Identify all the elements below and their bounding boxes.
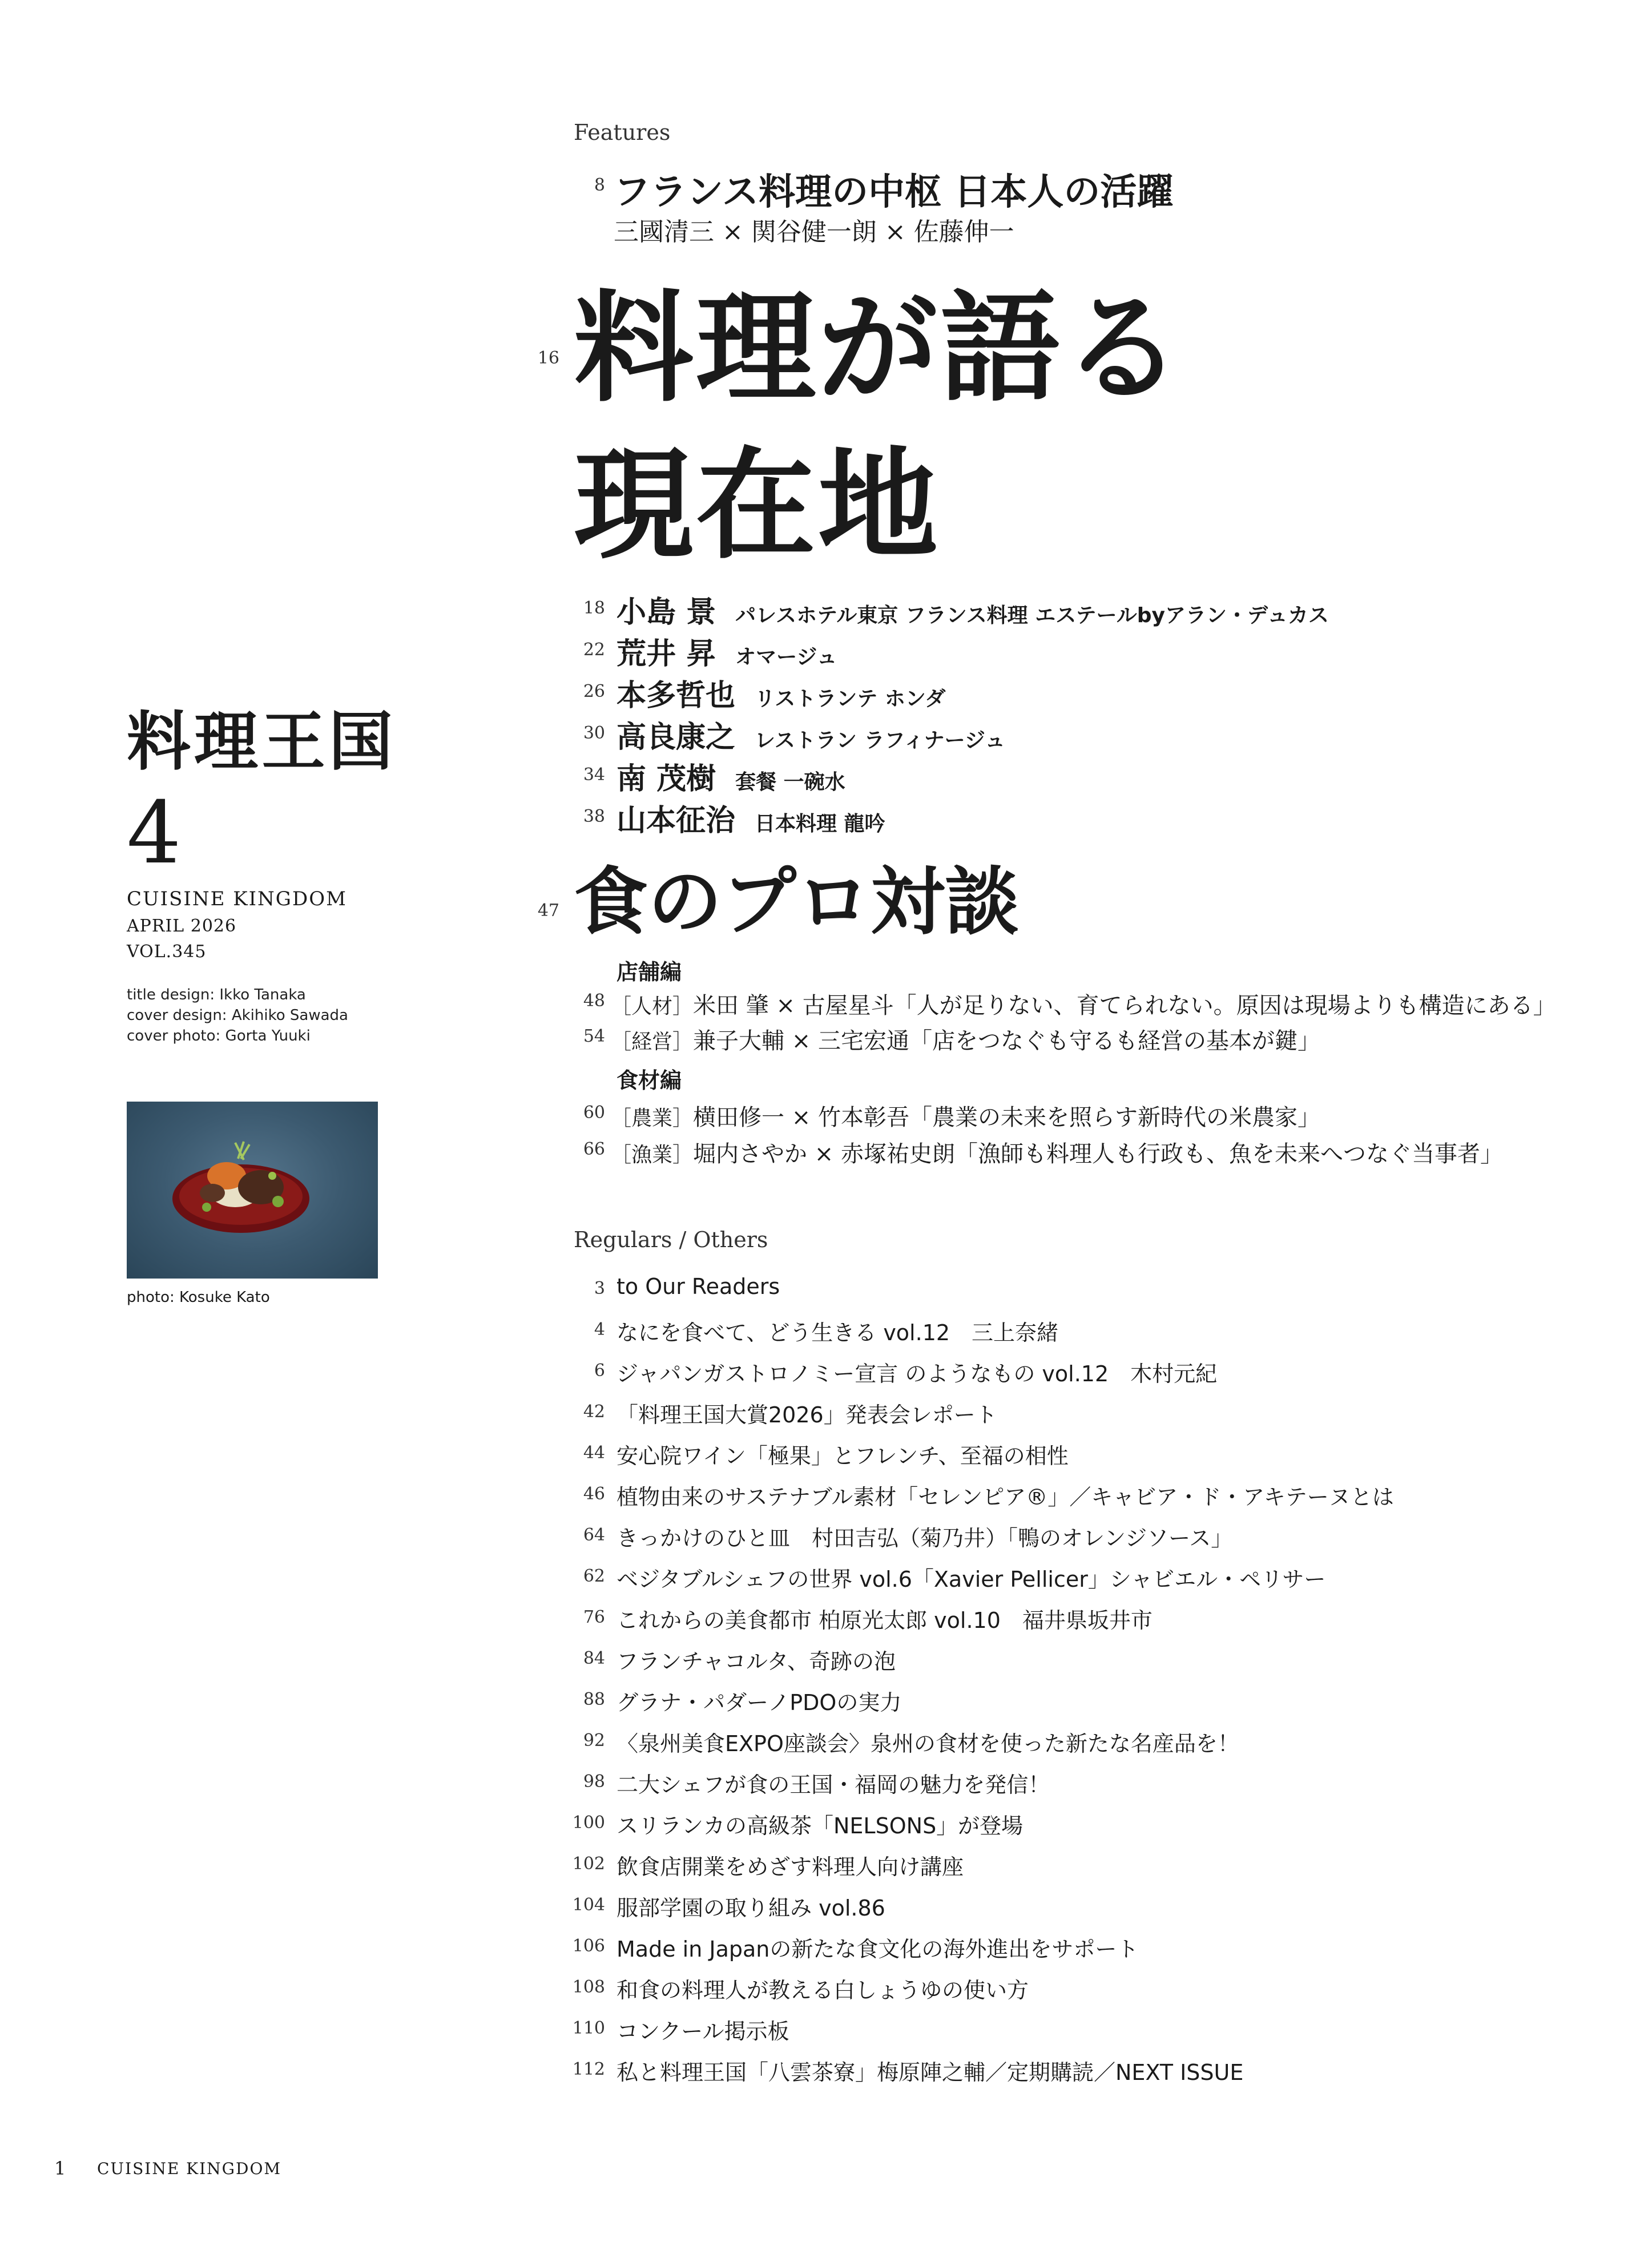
chef-name: 高良康之 <box>617 720 736 755</box>
taidan-tag: ［農業］ <box>611 1107 694 1130</box>
volume-number: VOL.345 <box>127 942 207 962</box>
regular-item: グラナ・パダーノPDOの実力 <box>617 1690 902 1715</box>
regular-item: コンクール掲示板 <box>617 2019 789 2044</box>
regular-item: ベジタブルシェフの世界 vol.6「Xavier Pellicer」シャビエル・ペリサー <box>617 1567 1326 1592</box>
regular-item: 安心院ワイン「極果」とフレンチ、至福の相性 <box>617 1443 1069 1469</box>
taidan-item <box>611 1023 1320 1055</box>
issue-date: APRIL 2026 <box>127 916 237 936</box>
taidan-group-heading: 店舗編 <box>617 959 682 985</box>
features-label: Features <box>574 120 671 145</box>
regular-item: to Our Readers <box>617 1274 780 1299</box>
taidan-page: 48 <box>583 991 605 1011</box>
taidan-text: 横田修一 × 竹本彰吾「農業の未来を照らす新時代の米農家」 <box>693 1104 1320 1131</box>
regular-page: 84 <box>583 1648 605 1668</box>
regular-item: きっかけのひと皿 村田吉弘（菊乃井）「鴨のオレンジソース」 <box>617 1526 1233 1551</box>
chef-entry <box>617 630 837 672</box>
regular-item: 和食の料理人が教える白しょうゆの使い方 <box>617 1978 1029 2003</box>
regular-page: 6 <box>594 1361 605 1381</box>
footer-page-number: 1 <box>54 2158 66 2179</box>
chef-entry <box>617 671 945 714</box>
regular-item: Made in Japanの新たな食文化の海外進出をサポート <box>617 1937 1139 1962</box>
regular-item: なにを食べて、どう生きる vol.12 三上奈緒 <box>617 1320 1059 1345</box>
english-title: CUISINE KINGDOM <box>127 888 347 910</box>
chef-restaurant: リストランテ ホンダ <box>755 687 946 711</box>
regular-item: スリランカの高級茶「NELSONS」が登場 <box>617 1813 1024 1838</box>
chef-restaurant: オマージュ <box>735 646 837 669</box>
regular-item: 「料理王国大賞2026」発表会レポート <box>617 1402 997 1428</box>
regular-page: 44 <box>583 1443 605 1463</box>
regular-item: 〈泉州美食EXPO座談会〉泉州の食材を使った新たな名産品を！ <box>617 1731 1239 1756</box>
credit-cover-design: cover design: Akihiko Sawada <box>127 1007 348 1024</box>
regular-page: 76 <box>583 1607 605 1627</box>
feature2-title-line1: 料理が語る <box>574 277 1185 418</box>
regular-page: 4 <box>594 1320 605 1340</box>
chef-entry <box>617 755 845 797</box>
regular-item: 私と料理王国「八雲茶寮」梅原陣之輔／定期購読／NEXT ISSUE <box>617 2060 1244 2085</box>
chef-restaurant: パレスホテル東京 フランス料理 エステールbyアラン・デュカス <box>735 604 1329 627</box>
regular-page: 112 <box>572 2059 605 2079</box>
regular-item: 飲食店開業をめざす料理人向け講座 <box>617 1854 964 1880</box>
taidan-group-heading: 食材編 <box>617 1067 682 1093</box>
taidan-page: 66 <box>583 1139 605 1159</box>
taidan-item <box>611 1099 1320 1132</box>
chef-page: 34 <box>583 765 605 785</box>
chef-page: 18 <box>583 598 605 618</box>
feature3-page: 47 <box>537 901 559 921</box>
regular-page: 42 <box>583 1402 605 1422</box>
taidan-text: 兼子大輔 × 三宅宏通「店をつなぐも守るも経営の基本が鍵」 <box>693 1028 1320 1054</box>
regular-item: これからの美食都市 柏原光太郎 vol.10 福井県坂井市 <box>617 1608 1153 1633</box>
feature1-page: 8 <box>594 175 605 195</box>
regular-item: 服部学園の取り組み vol.86 <box>617 1896 885 1921</box>
taidan-item <box>611 1136 1503 1168</box>
cover-food-photo <box>127 1102 378 1279</box>
feature1-subtitle: 三國清三 × 関谷健一朗 × 佐藤伸一 <box>614 217 1014 247</box>
regular-page: 98 <box>583 1772 605 1792</box>
regular-page: 106 <box>572 1936 605 1956</box>
chef-entry <box>617 796 885 839</box>
taidan-tag: ［人材］ <box>611 995 694 1018</box>
regular-item: 二大シェフが食の王国・福岡の魅力を発信！ <box>617 1772 1050 1797</box>
chef-restaurant: 套餐 一碗水 <box>735 771 845 794</box>
chef-restaurant: 日本料理 龍吟 <box>755 812 885 836</box>
feature2-title-line2: 現在地 <box>574 434 941 575</box>
magazine-title: 料理王国 <box>127 704 396 779</box>
footer-magazine-name: CUISINE KINGDOM <box>97 2159 282 2178</box>
chef-page: 38 <box>583 807 605 826</box>
issue-number: 4 <box>127 784 182 883</box>
chef-page: 30 <box>583 723 605 743</box>
feature1-title: フランス料理の中枢 日本人の活躍 <box>614 171 1174 213</box>
regulars-label: Regulars / Others <box>574 1227 768 1252</box>
taidan-text: 米田 肇 × 古屋星斗「人が足りない、育てられない。原因は現場よりも構造にある」 <box>693 993 1556 1019</box>
taidan-text: 堀内さやか × 赤塚祐史朗「漁師も料理人も行政も、魚を未来へつなぐ当事者」 <box>693 1141 1503 1167</box>
chef-page: 26 <box>583 682 605 701</box>
taidan-tag: ［経営］ <box>611 1030 694 1054</box>
regular-page: 108 <box>572 1977 605 1997</box>
regular-item: ジャパンガストロノミー宣言 のようなもの vol.12 木村元紀 <box>617 1361 1218 1386</box>
chef-name: 小島 景 <box>617 595 716 630</box>
regular-page: 3 <box>594 1279 605 1299</box>
chef-page: 22 <box>583 640 605 660</box>
regular-page: 46 <box>583 1484 605 1504</box>
taidan-page: 60 <box>583 1103 605 1123</box>
regular-item: フランチャコルタ、奇跡の泡 <box>617 1649 896 1674</box>
chef-name: 南 茂樹 <box>617 761 716 796</box>
taidan-tag: ［漁業］ <box>611 1143 694 1167</box>
chef-name: 本多哲也 <box>617 678 736 713</box>
taidan-item <box>611 987 1556 1020</box>
regular-page: 92 <box>583 1731 605 1751</box>
food-plate-illustration <box>127 1102 378 1279</box>
regular-page: 88 <box>583 1689 605 1709</box>
chef-name: 荒井 昇 <box>617 636 716 671</box>
chef-entry <box>617 588 1329 631</box>
regular-page: 104 <box>572 1895 605 1915</box>
taidan-page: 54 <box>583 1026 605 1046</box>
regular-page: 110 <box>572 2018 605 2038</box>
photo-credit: photo: Kosuke Kato <box>127 1289 270 1306</box>
regular-page: 100 <box>572 1813 605 1833</box>
chef-entry <box>617 713 1005 756</box>
feature3-title: 食のプロ対談 <box>574 858 1020 945</box>
credit-cover-photo: cover photo: Gorta Yuuki <box>127 1027 311 1045</box>
chef-restaurant: レストラン ラフィナージュ <box>755 729 1006 752</box>
regular-page: 102 <box>572 1854 605 1874</box>
regular-page: 62 <box>583 1566 605 1586</box>
credit-title-design: title design: Ikko Tanaka <box>127 986 306 1003</box>
chef-name: 山本征治 <box>617 803 736 838</box>
feature2-page: 16 <box>537 348 559 368</box>
regular-page: 64 <box>583 1525 605 1545</box>
regular-item: 植物由来のサステナブル素材「セレンピア®」／キャビア・ド・アキテーヌとは <box>617 1485 1394 1510</box>
